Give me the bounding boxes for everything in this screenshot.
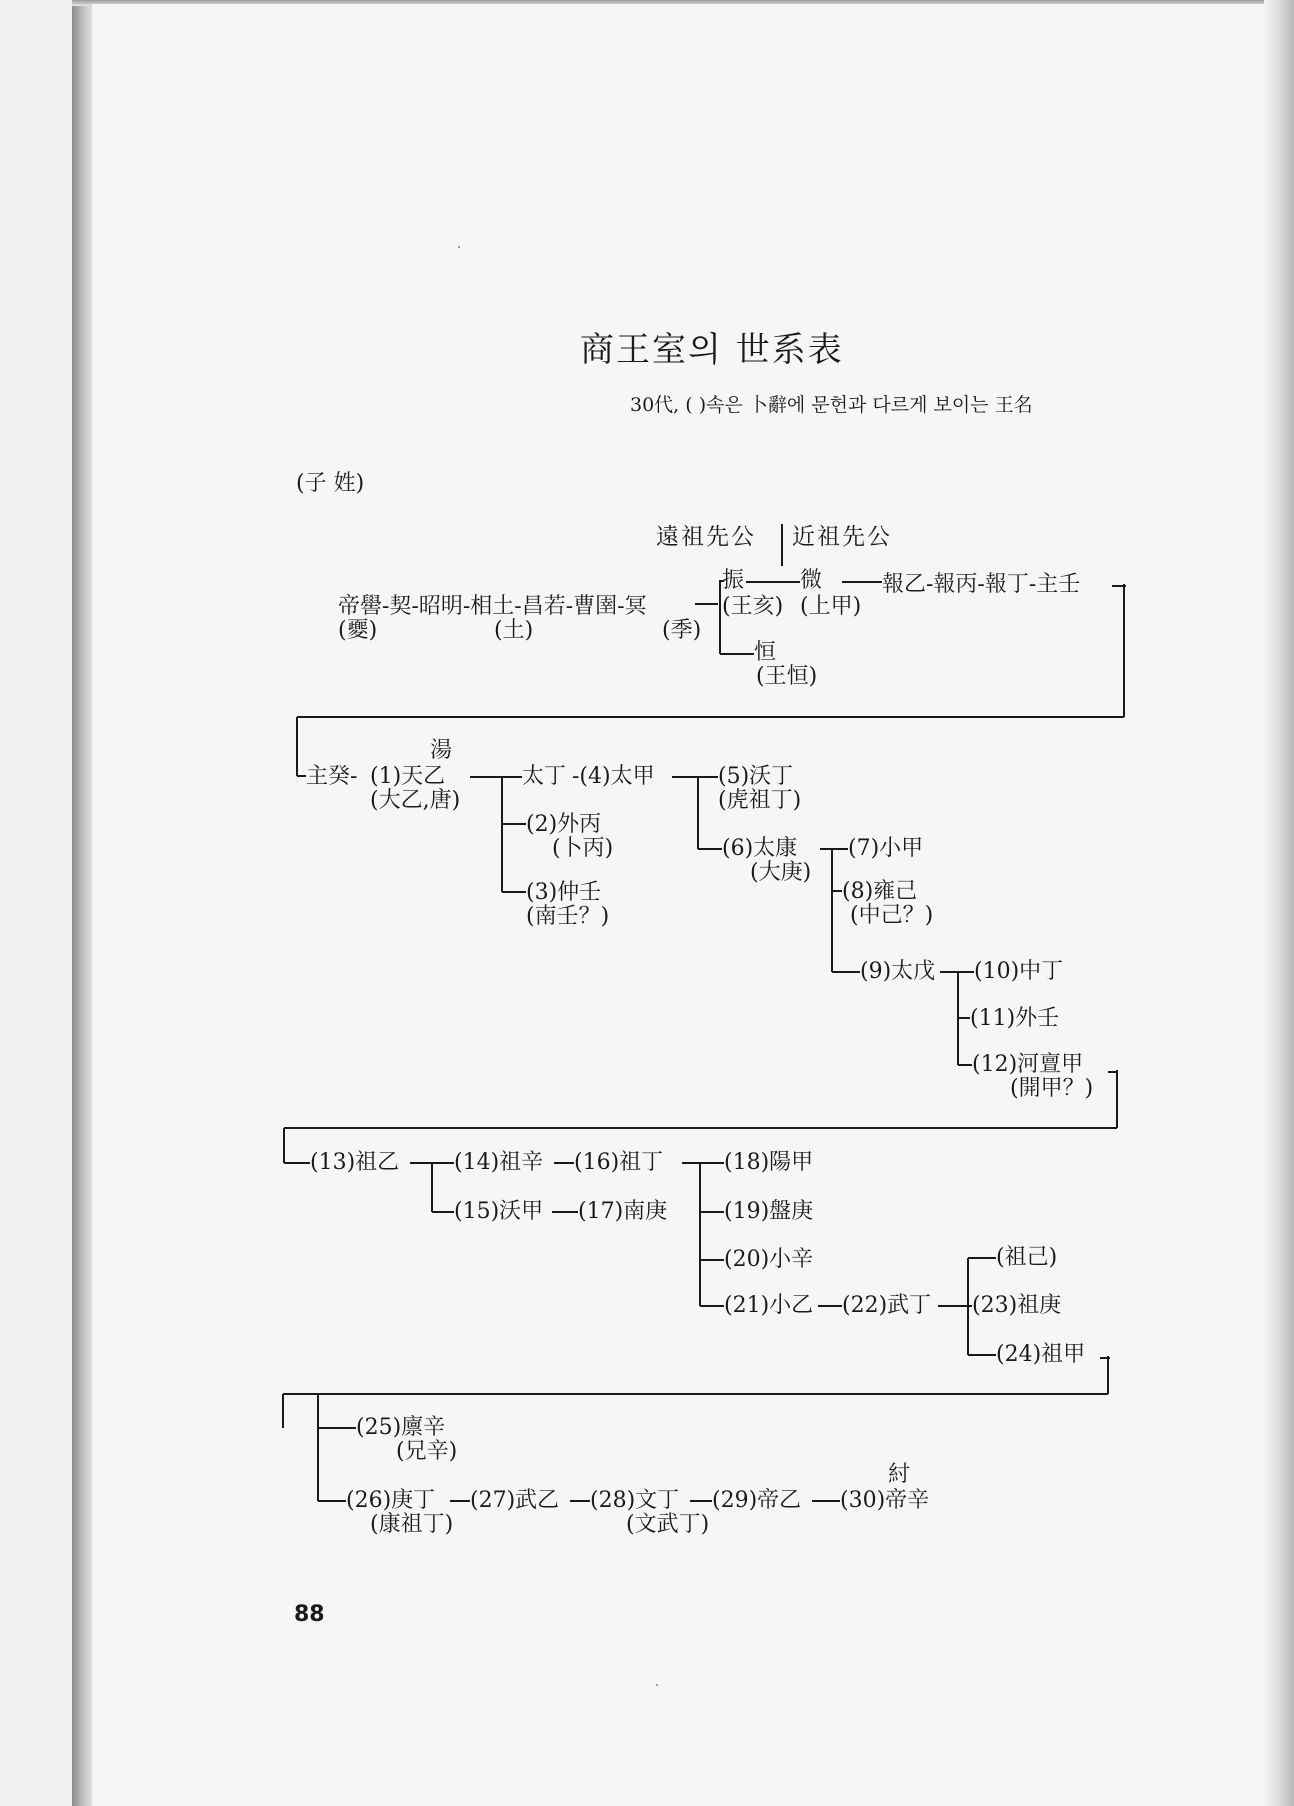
alt-name-tu: (土) <box>494 618 534 643</box>
king-20: (20)小辛 <box>724 1247 814 1272</box>
king-8-alt: (中己？) <box>850 903 934 928</box>
king-9: (9)太戊 <box>860 959 936 984</box>
king-25: (25)廪辛 <box>356 1415 446 1440</box>
king-26: (26)庚丁 <box>346 1488 436 1513</box>
king-10: (10)中丁 <box>974 959 1064 984</box>
name-zuji: (祖己) <box>996 1245 1058 1270</box>
king-4: -(4)太甲 <box>572 764 655 789</box>
king-22: (22)武丁 <box>842 1293 932 1318</box>
king-12: (12)河亶甲 <box>972 1052 1084 1077</box>
page-subtitle: 30代, ( )속은 卜辭에 문헌과 다르게 보이는 王名 <box>630 394 1033 416</box>
king-27: (27)武乙 <box>470 1488 560 1513</box>
king-21: (21)小乙 <box>724 1293 814 1318</box>
king-28: (28)文丁 <box>590 1488 680 1513</box>
king-19: (19)盤庚 <box>724 1199 814 1224</box>
king-11: (11)外壬 <box>970 1006 1060 1031</box>
king-7: (7)小甲 <box>848 836 924 861</box>
king-14: (14)祖辛 <box>454 1150 544 1175</box>
page-number: 88 <box>294 1602 325 1627</box>
king-13: (13)祖乙 <box>310 1150 400 1175</box>
king-25-alt: (兄辛) <box>396 1439 458 1464</box>
page-title: 商王室의 世系表 <box>580 330 844 370</box>
king-2: (2)外丙 <box>526 812 602 837</box>
king-29: (29)帝乙 <box>712 1488 802 1513</box>
king-8: (8)雍己 <box>842 879 918 904</box>
clan-label: (子 姓) <box>296 471 365 496</box>
alt-name-wangheng: (王恒) <box>756 664 818 689</box>
near-ancestors-header: 近祖先公 <box>792 524 892 550</box>
king-1-alt: (大乙,唐) <box>370 788 461 813</box>
name-zhen: 振 <box>722 568 745 593</box>
name-zhugui: 主癸- <box>306 764 358 789</box>
distant-ancestors-header: 遠祖先公 <box>656 524 756 550</box>
king-12-alt: (開甲？) <box>1010 1076 1094 1101</box>
king-28-alt: (文武丁) <box>626 1512 710 1537</box>
king-1: (1)天乙 <box>370 764 446 789</box>
king-17: (17)南庚 <box>578 1199 668 1224</box>
ancestor-chain: 帝嚳-契-昭明-相土-昌若-曹圉-冥 <box>338 594 647 619</box>
king-6-alt: (大庚) <box>750 860 812 885</box>
king-5-alt: (虎祖丁) <box>718 788 802 813</box>
king-3: (3)仲壬 <box>526 880 602 905</box>
king-6: (6)太康 <box>722 836 798 861</box>
king-3-alt: (南壬？) <box>526 904 610 929</box>
king-23: (23)祖庚 <box>972 1293 1062 1318</box>
name-wei: 微 <box>800 568 823 593</box>
king-15: (15)沃甲 <box>454 1199 544 1224</box>
name-zhou: 紂 <box>888 1462 911 1487</box>
king-18: (18)陽甲 <box>724 1150 814 1175</box>
alt-name-kui: (夒) <box>338 618 378 643</box>
alt-name-shangjia: (上甲) <box>800 594 862 619</box>
king-26-alt: (康祖丁) <box>370 1512 454 1537</box>
name-taiding: 太丁 <box>522 764 567 789</box>
king-2-alt: (卜丙) <box>552 836 614 861</box>
king-30: (30)帝辛 <box>840 1488 930 1513</box>
name-heng: 恒 <box>754 640 777 665</box>
name-tang: 湯 <box>430 738 453 763</box>
king-16: (16)祖丁 <box>574 1150 664 1175</box>
ancestor-chain-2: 報乙-報丙-報丁-主壬 <box>882 572 1081 597</box>
king-5: (5)沃丁 <box>718 764 794 789</box>
alt-name-ji: (季) <box>662 618 702 643</box>
alt-name-wanghai: (王亥) <box>722 594 784 619</box>
king-24: (24)祖甲 <box>996 1342 1086 1367</box>
